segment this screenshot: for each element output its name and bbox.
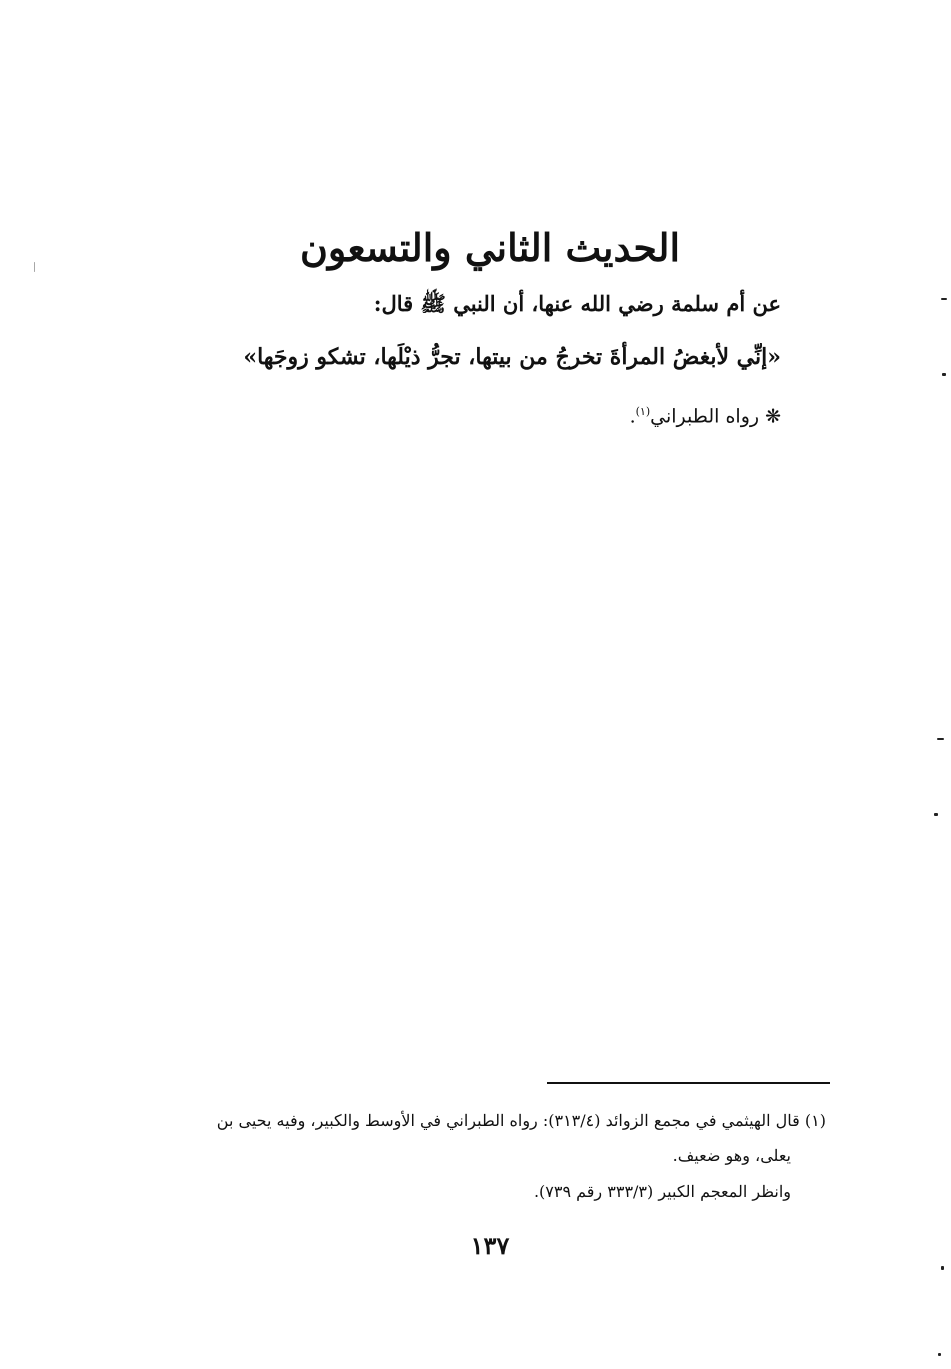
footnote-reference: (١) <box>635 405 651 418</box>
source-end: . <box>629 405 636 428</box>
scan-speck <box>941 298 947 300</box>
source-text: ❋ رواه الطبراني <box>650 405 781 428</box>
scan-speck <box>941 1266 944 1270</box>
scan-speck <box>937 738 944 740</box>
footnote-line-2: يعلى، وهو ضعيف. <box>672 1146 791 1165</box>
footnote-line-3: وانظر المعجم الكبير (٣٣٣/٣ رقم ٧٣٩). <box>533 1182 791 1201</box>
page-number: ١٣٧ <box>470 1231 510 1260</box>
scan-speck <box>938 1353 941 1356</box>
footnote-separator <box>547 1082 830 1084</box>
scan-speck <box>934 813 938 816</box>
scan-speck <box>34 262 35 272</box>
footnote-line-1: (١) قال الهيثمي في مجمع الزوائد (٣١٣/٤): رواه الطبراني في الأوسط والكبير، وفيه يحيى بن <box>216 1111 826 1130</box>
hadith-text: «إنِّي لأبغضُ المرأةَ تخرجُ من بيتها، تجرُّ ذيْلَها، تشكو زوجَها» <box>243 344 781 370</box>
source-attribution <box>181 395 781 433</box>
narration-intro: عن أم سلمة رضي الله عنها، أن النبي ﷺ قال: <box>373 291 781 316</box>
hadith-heading: الحديث الثاني والتسعون <box>299 225 681 270</box>
scan-speck <box>942 373 946 376</box>
